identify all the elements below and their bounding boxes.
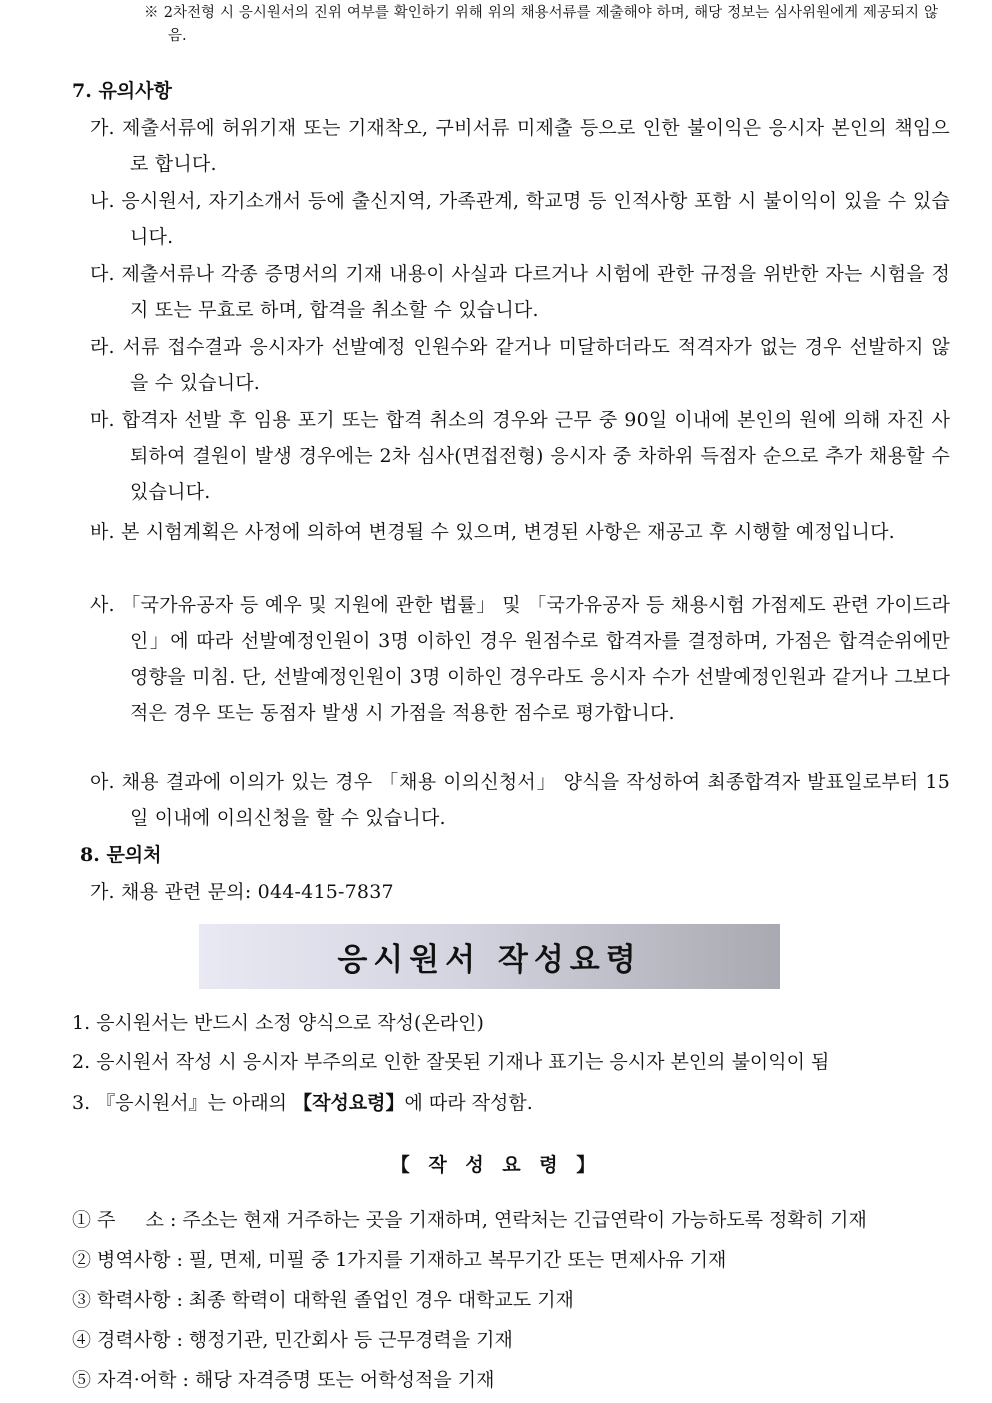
guide-title: 【 작 성 요 령 】 xyxy=(390,1154,602,1176)
step-3-text-end: 에 따라 작성함. xyxy=(404,1092,533,1114)
notice-item-a: 아. 채용 결과에 이의가 있는 경우 「채용 이의신청서」 양식을 작성하여 최종합격자 발표일로부터 15일 이내에 이의신청을 할 수 있습니다. xyxy=(90,771,950,829)
step-3 xyxy=(72,1090,922,1116)
section-8-heading: 8. 문의처 xyxy=(80,844,162,866)
notice-item-ma: 마. 합격자 선발 후 임용 포기 또는 합격 취소의 경우와 근무 중 90일 이내에 본인의 원에 의해 자진 사퇴하여 결원이 발생 경우에는 2차 심사(면접전형) 응시자 중 차하위 득점자 순으로 추가 채용할 수 있습니다. xyxy=(90,409,950,503)
step-3-bold-guide: 【작성요령】 xyxy=(293,1092,405,1114)
submission-note: ※ 2차전형 시 응시원서의 진위 여부를 확인하기 위해 위의 채용서류를 제출해야 하며, 해당 정보는 심사위원에게 제공되지 않음. xyxy=(144,5,938,44)
contact-item: 가. 채용 관련 문의: 044-415-7837 xyxy=(90,881,394,903)
guide-item-career: ④ 경력사항 : 행정기관, 민간회사 등 근무경력을 기재 xyxy=(72,1329,513,1351)
notice-item-sa: 사. 「국가유공자 등 예우 및 지원에 관한 법률」 및 「국가유공자 등 채용시험 가점제도 관련 가이드라인」에 따라 선발예정인원이 3명 이하인 경우 원점수로 합격자를 결정하며, 가점은 합격순위에만 영향을 미침. 단, 선발예정인원이 3명 이하인 경우라도 응시자 수가 선발예정인원과 같거나 그보다 적은 경우 또는 동점자 발생 시 가점을 적용한 점수로 평가합니다. xyxy=(90,594,950,724)
guide-banner xyxy=(199,924,780,989)
notice-item-na: 나. 응시원서, 자기소개서 등에 출신지역, 가족관계, 학교명 등 인적사항 포함 시 불이익이 있을 수 있습니다. xyxy=(90,190,950,248)
guide-item-education: ③ 학력사항 : 최종 학력이 대학원 졸업인 경우 대학교도 기재 xyxy=(72,1289,574,1311)
notice-item-da: 다. 제출서류나 각종 증명서의 기재 내용이 사실과 다르거나 시험에 관한 규정을 위반한 자는 시험을 정지 또는 무효로 하며, 합격을 취소할 수 있습니다. xyxy=(90,263,950,321)
banner-title: 응시원서 작성요령 xyxy=(337,942,642,978)
section-7-heading: 7. 유의사항 xyxy=(72,80,172,102)
step-2: 2. 응시원서 작성 시 응시자 부주의로 인한 잘못된 기재나 표기는 응시자 본인의 불이익이 됨 xyxy=(72,1051,830,1073)
notice-item-ga: 가. 제출서류에 허위기재 또는 기재착오, 구비서류 미제출 등으로 인한 불이익은 응시자 본인의 책임으로 합니다. xyxy=(90,117,950,175)
guide-item-address: ① 주 소 : 주소는 현재 거주하는 곳을 기재하며, 연락처는 긴급연락이 가능하도록 정확히 기재 xyxy=(72,1209,867,1231)
guide-item-military: ② 병역사항 : 필, 면제, 미필 중 1가지를 기재하고 복무기간 또는 면제사유 기재 xyxy=(72,1249,727,1271)
guide-item-license: ⑤ 자격·어학 : 해당 자격증명 또는 어학성적을 기재 xyxy=(72,1369,495,1391)
step-3-text-start: 3. 『응시원서』는 아래의 xyxy=(72,1092,294,1114)
notice-item-ra: 라. 서류 접수결과 응시자가 선발예정 인원수와 같거나 미달하더라도 적격자가 없는 경우 선발하지 않을 수 있습니다. xyxy=(90,336,950,394)
step-1: 1. 응시원서는 반드시 소정 양식으로 작성(온라인) xyxy=(72,1012,484,1034)
notice-item-ba: 바. 본 시험계획은 사정에 의하여 변경될 수 있으며, 변경된 사항은 재공고 후 시행할 예정입니다. xyxy=(90,521,895,543)
